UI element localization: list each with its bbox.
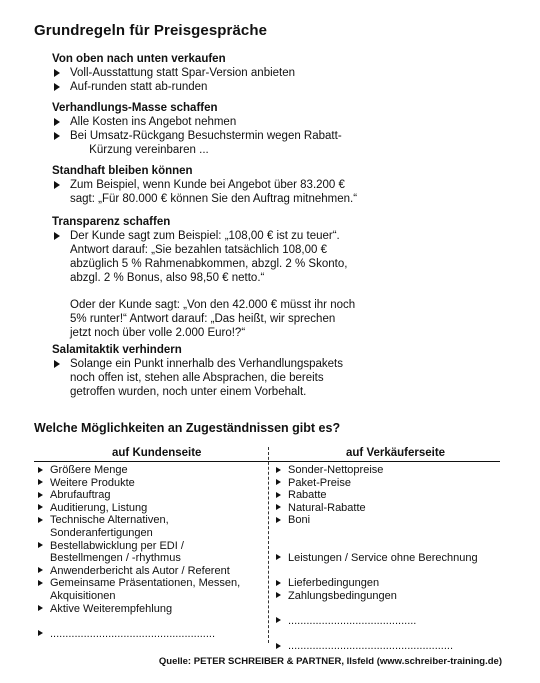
- bullet-triangle-icon: [54, 118, 60, 126]
- bullet-triangle-icon: [276, 492, 281, 498]
- list-item: Paket-Preise: [274, 477, 504, 490]
- list-item: Natural-Rabatte: [274, 502, 504, 515]
- customer-side-header: auf Kundenseite: [112, 447, 202, 459]
- list-item: Technische Alternativen, Sonderanfertigungen: [36, 514, 264, 539]
- bullet-triangle-icon: [38, 479, 43, 485]
- bullet-triangle-icon: [38, 567, 43, 573]
- bullet-item: Auf-runden statt ab-runden: [52, 80, 522, 94]
- bullet-triangle-icon: [38, 542, 43, 548]
- list-item: Zahlungsbedingungen: [274, 590, 504, 603]
- bullet-item: Zum Beispiel, wenn Kunde bei Angebot über 83.200 € sagt: „Für 80.000 € können Sie den Auftrag mitnehmen.“: [52, 178, 522, 206]
- bullet-triangle-icon: [38, 630, 43, 636]
- seller-side-list: [274, 464, 504, 653]
- bullet-triangle-icon: [276, 592, 281, 598]
- bullet-triangle-icon: [54, 181, 60, 189]
- bullet-triangle-icon: [54, 83, 60, 91]
- list-item-blank: ..........................................: [274, 615, 504, 628]
- list-item: Rabatte: [274, 489, 504, 502]
- section-heading: Von oben nach unten verkaufen: [52, 53, 226, 65]
- bullet-triangle-icon: [276, 554, 281, 560]
- bullet-item: Solange ein Punkt innerhalb des Verhandlungspakets noch offen ist, stehen alle Absprachen, die bereits getroffen wurden, noch unter einem Vorbehalt.: [52, 357, 522, 399]
- bullet-triangle-icon: [38, 492, 43, 498]
- bullet-triangle-icon: [54, 232, 60, 240]
- section-heading: Transparenz schaffen: [52, 216, 171, 228]
- section-salami-tactics: [52, 343, 522, 399]
- list-item: Größere Menge: [36, 464, 264, 477]
- bullet-item: Bei Umsatz-Rückgang Besuchstermin wegen Rabatt- Kürzung vereinbaren ...: [52, 129, 522, 157]
- bullet-triangle-icon: [276, 617, 281, 623]
- page-title: Grundregeln für Preisgespräche: [34, 22, 268, 39]
- source-footer: Quelle: PETER SCHREIBER & PARTNER, Ilsfeld (www.schreiber-training.de): [158, 656, 502, 667]
- concessions-question: Welche Möglichkeiten an Zugeständnissen gibt es?: [34, 421, 341, 435]
- bullet-triangle-icon: [276, 643, 281, 649]
- list-item: Weitere Produkte: [36, 477, 264, 490]
- seller-side-header: auf Verkäuferseite: [346, 447, 446, 459]
- list-item-blank: ......................................................: [274, 640, 504, 653]
- list-item: Leistungen / Service ohne Berechnung: [274, 552, 504, 565]
- list-item: Sonder-Nettopreise: [274, 464, 504, 477]
- bullet-item: Der Kunde sagt zum Beispiel: „108,00 € ist zu teuer“. Antwort darauf: „Sie bezahlen tatsächlich 108,00 € abzüglich 5 % Rahmenabkommen, abzgl. 2 % Skonto, abzgl. 2 % Bonus, also 98,50 € netto.“: [52, 229, 522, 285]
- section-sell-top-down: [52, 52, 522, 94]
- section-heading: Salamitaktik verhindern: [52, 344, 182, 356]
- list-item: Bestellabwicklung per EDI / Bestellmengen / -rhythmus: [36, 540, 264, 565]
- example-paragraph: Oder der Kunde sagt: „Von den 42.000 € müsst ihr noch 5% runter!“ Antwort darauf: „Das heißt, wir sprechen jetzt noch über volle 2.000 Euro!?“: [70, 299, 356, 339]
- bullet-item: Alle Kosten ins Angebot nehmen: [52, 115, 522, 129]
- bullet-triangle-icon: [276, 504, 281, 510]
- bullet-triangle-icon: [54, 69, 60, 77]
- list-item: Gemeinsame Präsentationen, Messen, Akquisitionen: [36, 577, 264, 602]
- bullet-triangle-icon: [38, 580, 43, 586]
- list-item: Abrufauftrag: [36, 489, 264, 502]
- section-heading: Standhaft bleiben können: [52, 165, 193, 177]
- table-header-rule: [34, 461, 500, 462]
- list-item: Anwenderbericht als Autor / Referent: [36, 565, 264, 578]
- section-stay-firm: [52, 164, 522, 206]
- bullet-triangle-icon: [38, 504, 43, 510]
- list-item: Aktive Weiterempfehlung: [36, 603, 264, 616]
- list-item: Auditierung, Listung: [36, 502, 264, 515]
- section-heading: Verhandlungs-Masse schaffen: [52, 102, 218, 114]
- bullet-triangle-icon: [54, 132, 60, 140]
- customer-side-list: [36, 464, 264, 640]
- bullet-item: Voll-Ausstattung statt Spar-Version anbieten: [52, 66, 522, 80]
- bullet-triangle-icon: [38, 517, 43, 523]
- bullet-triangle-icon: [276, 479, 281, 485]
- section-transparency: [52, 215, 522, 340]
- section-negotiation-mass: [52, 101, 522, 157]
- column-divider: [268, 447, 269, 643]
- bullet-triangle-icon: [276, 467, 281, 473]
- list-item: Boni: [274, 514, 504, 527]
- bullet-triangle-icon: [38, 605, 43, 611]
- list-item: Lieferbedingungen: [274, 577, 504, 590]
- bullet-triangle-icon: [276, 517, 281, 523]
- bullet-triangle-icon: [276, 580, 281, 586]
- bullet-triangle-icon: [54, 360, 60, 368]
- list-item-blank: ......................................................: [36, 628, 264, 641]
- bullet-triangle-icon: [38, 467, 43, 473]
